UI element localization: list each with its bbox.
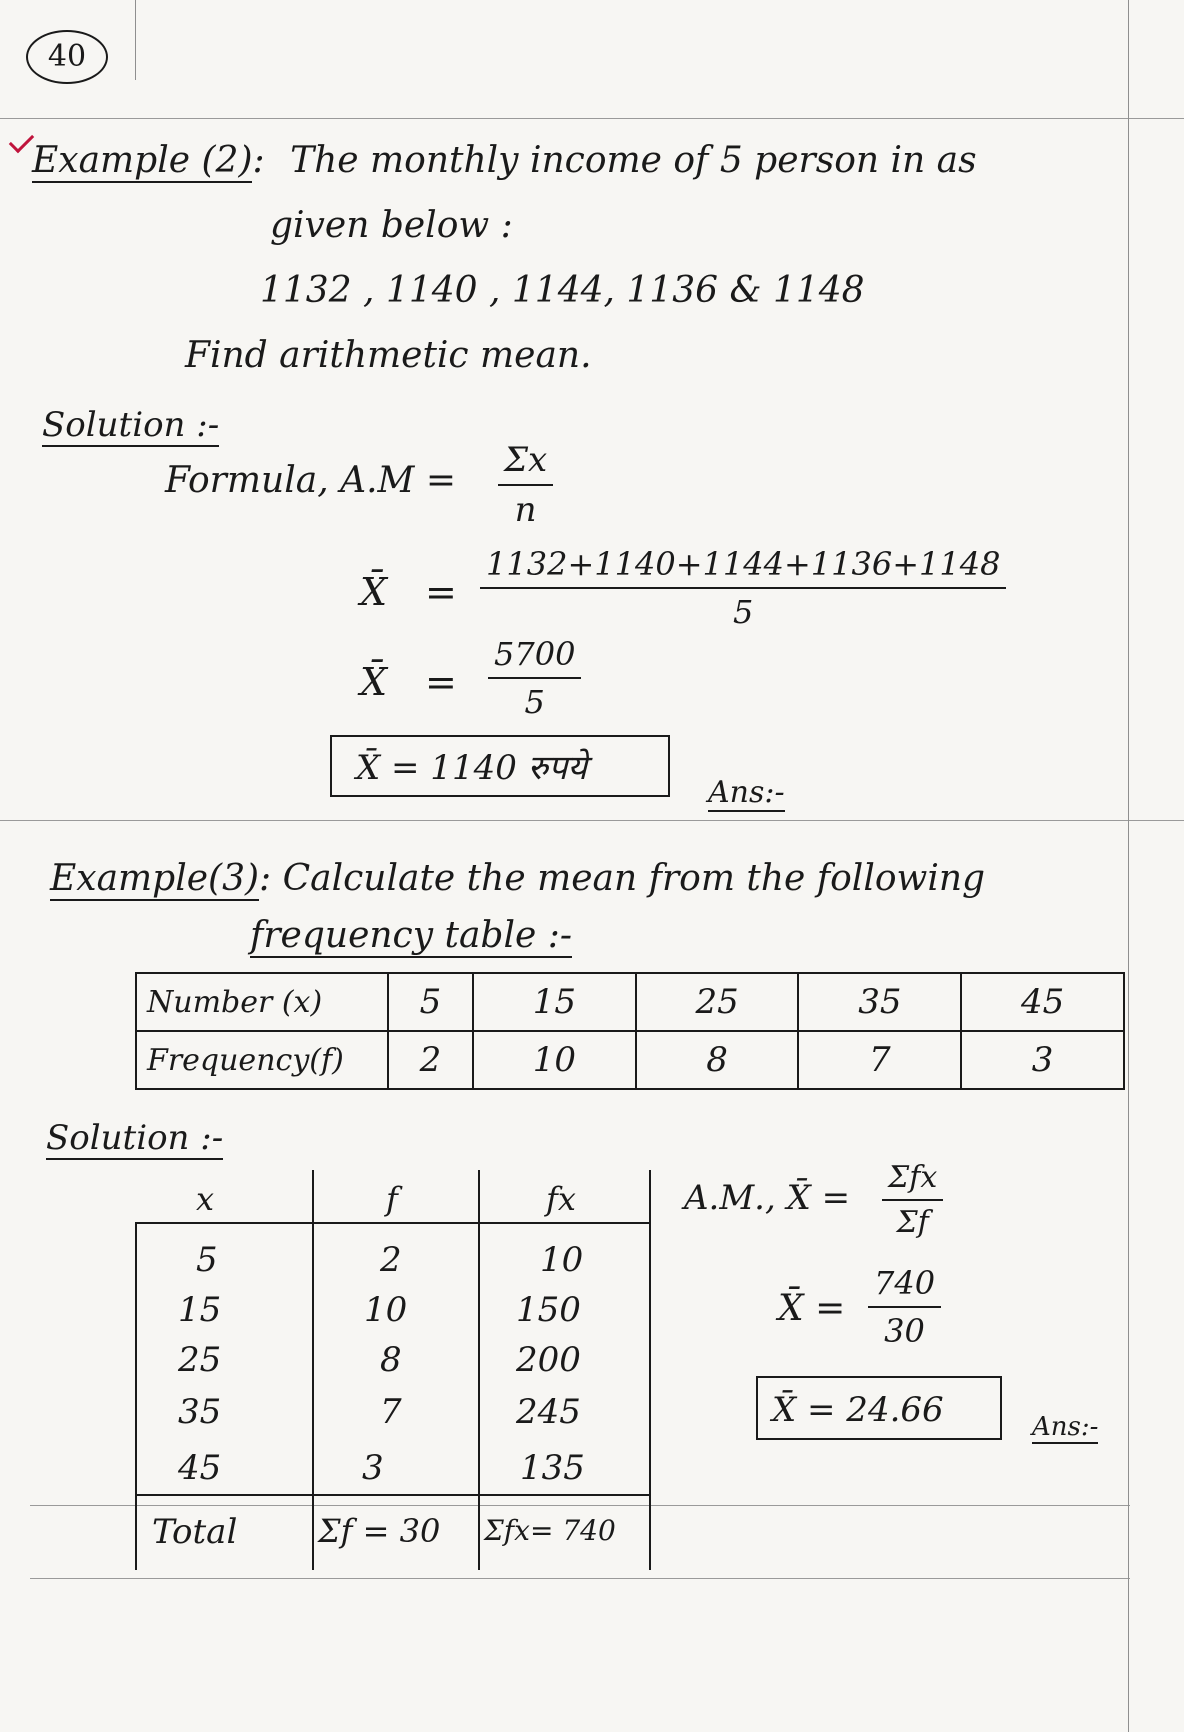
example2-result: X̄ = 1140 रुपये — [356, 748, 588, 788]
ruled-line — [30, 1505, 1130, 1506]
calc-table-col-divider — [478, 1170, 480, 1570]
step1-equals: = — [425, 570, 457, 614]
example3-result-box — [756, 1376, 1002, 1440]
number-cell: 25 — [636, 973, 799, 1031]
calc-table-col-divider — [312, 1170, 314, 1570]
calc-header-fx: fx — [546, 1180, 576, 1218]
formula-fraction — [498, 440, 553, 530]
number-cell: 45 — [961, 973, 1124, 1031]
frequency-cell: 10 — [473, 1031, 636, 1089]
margin-line — [135, 0, 136, 80]
calc-total-fx: Σfx= 740 — [484, 1514, 616, 1547]
example3-solution-label: Solution :- — [46, 1118, 224, 1158]
frequency-cell: 2 — [388, 1031, 473, 1089]
frequency-table — [135, 972, 1125, 1090]
number-cell: 15 — [473, 973, 636, 1031]
calc-cell-f: 2 — [380, 1240, 402, 1280]
ruled-line — [0, 820, 1184, 821]
example2-question-line2: given below : — [270, 205, 513, 246]
calc-cell-f: 8 — [380, 1340, 402, 1380]
example3-label: Example(3) — [50, 858, 260, 899]
calc-table-col-divider — [649, 1170, 651, 1570]
number-cell: 5 — [388, 973, 473, 1031]
example3-result: X̄ = 24.66 — [772, 1390, 944, 1430]
step1-fraction — [480, 545, 1006, 631]
row-label-frequency: Frequency(f) — [136, 1031, 388, 1089]
step2-numerator: 5700 — [488, 635, 581, 679]
calc-cell-x: 5 — [196, 1240, 218, 1280]
row-label-number: Number (x) — [136, 973, 388, 1031]
ruled-line — [0, 118, 1184, 119]
example3-heading — [50, 858, 985, 899]
frequency-table-row-numbers — [136, 973, 1124, 1031]
am-value-denominator: 30 — [884, 1312, 925, 1350]
step2-denominator: 5 — [524, 683, 545, 721]
calc-cell-f: 7 — [380, 1392, 402, 1432]
calc-cell-fx: 245 — [516, 1392, 581, 1432]
ruled-line — [30, 1578, 1130, 1579]
example2-label: Example (2) — [32, 140, 253, 181]
calc-total-f: Σf = 30 — [318, 1512, 441, 1550]
step1-numerator: 1132+1140+1144+1136+1148 — [480, 545, 1006, 589]
calc-cell-fx: 10 — [540, 1240, 584, 1280]
calc-header-f: f — [386, 1180, 398, 1218]
example2-result-box — [330, 735, 670, 797]
am-formula-prefix: A.M., X̄ = — [684, 1178, 851, 1218]
calc-cell-f: 10 — [364, 1290, 408, 1330]
page-number-text: 40 — [47, 39, 87, 74]
calc-cell-x: 45 — [178, 1448, 222, 1488]
example2-colon: : — [252, 140, 265, 181]
step1-xbar: X̄ — [360, 570, 388, 614]
am-value-numerator: 740 — [868, 1264, 941, 1308]
calc-cell-fx: 135 — [520, 1448, 585, 1488]
example2-solution-label: Solution :- — [42, 405, 220, 445]
calc-table-header-line — [135, 1222, 651, 1224]
step1-denominator: 5 — [733, 593, 754, 631]
page-number — [26, 30, 108, 84]
step2-equals: = — [425, 660, 457, 704]
calc-table-left-border — [135, 1222, 137, 1570]
am-formula-fraction — [882, 1160, 943, 1240]
formula-numerator: Σx — [498, 440, 553, 486]
frequency-cell: 8 — [636, 1031, 799, 1089]
example2-instruction: Find arithmetic mean. — [185, 335, 592, 376]
am-formula-denominator: Σf — [896, 1205, 929, 1240]
step2-xbar: X̄ — [360, 660, 388, 704]
calc-cell-fx: 150 — [516, 1290, 581, 1330]
number-cell: 35 — [798, 973, 961, 1031]
example3-answer: Ans:- — [1032, 1412, 1099, 1442]
check-mark-icon — [9, 128, 34, 153]
am-value-fraction — [868, 1264, 941, 1350]
example3-question-line1: : Calculate the mean from the following — [259, 858, 986, 899]
example2-question-line1: The monthly income of 5 person in as — [290, 140, 977, 181]
frequency-table-row-frequencies — [136, 1031, 1124, 1089]
calc-table-total-line — [135, 1494, 651, 1496]
margin-line — [1128, 0, 1129, 1732]
calc-cell-f: 3 — [362, 1448, 384, 1488]
calc-cell-fx: 200 — [516, 1340, 581, 1380]
formula-prefix: Formula, A.M = — [165, 460, 456, 501]
calc-cell-x: 15 — [178, 1290, 222, 1330]
example2-values: 1132 , 1140 , 1144, 1136 & 1148 — [260, 270, 865, 311]
calc-cell-x: 35 — [178, 1392, 222, 1432]
frequency-cell: 7 — [798, 1031, 961, 1089]
example2-answer: Ans:- — [708, 775, 785, 810]
am-formula-numerator: Σfx — [882, 1160, 943, 1201]
step2-fraction — [488, 635, 581, 721]
formula-denominator: n — [514, 490, 537, 530]
am-value-xbar: X̄ = — [778, 1288, 846, 1329]
example2-heading — [32, 140, 977, 181]
calc-cell-x: 25 — [178, 1340, 222, 1380]
example3-question-line2: frequency table :- — [250, 915, 573, 956]
calc-header-x: x — [196, 1180, 215, 1218]
frequency-cell: 3 — [961, 1031, 1124, 1089]
calc-total-label: Total — [152, 1512, 238, 1552]
